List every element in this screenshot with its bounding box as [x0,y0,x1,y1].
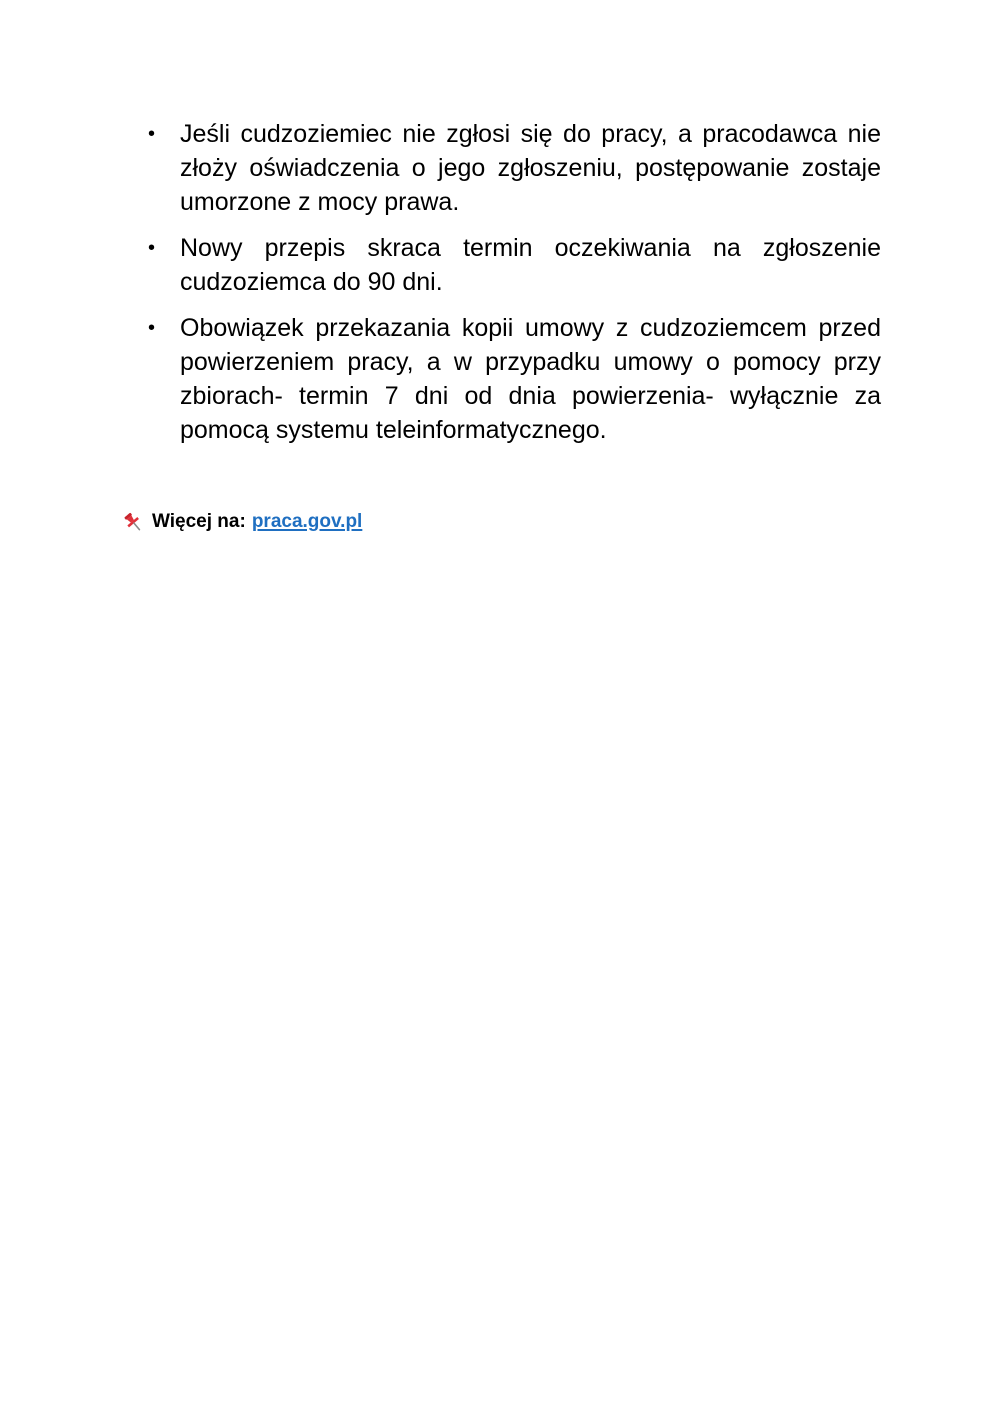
more-info-label: Więcej na: [152,511,246,532]
bullet-text: Jeśli cudzoziemiec nie zgłosi się do pracy, a pracodawca nie złoży oświadczenia o jego zgłoszeniu, postępowanie zostaje umorzone z mocy prawa. [180,120,881,216]
more-info-line [122,508,362,536]
praca-gov-link[interactable]: praca.gov.pl [251,511,363,532]
bullet-text: Obowiązek przekazania kopii umowy z cudzoziemcem przed powierzeniem pracy, a w przypadku umowy o pomocy przy zbiorach- termin 7 dni od dnia powierzenia- wyłącznie za pomocą systemu teleinformatycznego. [180,314,881,444]
bullet-marker: • [148,123,156,145]
list-item [140,117,881,219]
bullet-text: Nowy przepis skraca termin oczekiwania na zgłoszenie cudzoziemca do 90 dni. [180,234,881,296]
list-item [140,231,881,299]
bullet-marker: • [148,317,156,339]
bullet-marker: • [148,237,156,259]
pushpin-icon [122,511,144,533]
bullet-list [140,117,881,459]
list-item [140,311,881,447]
